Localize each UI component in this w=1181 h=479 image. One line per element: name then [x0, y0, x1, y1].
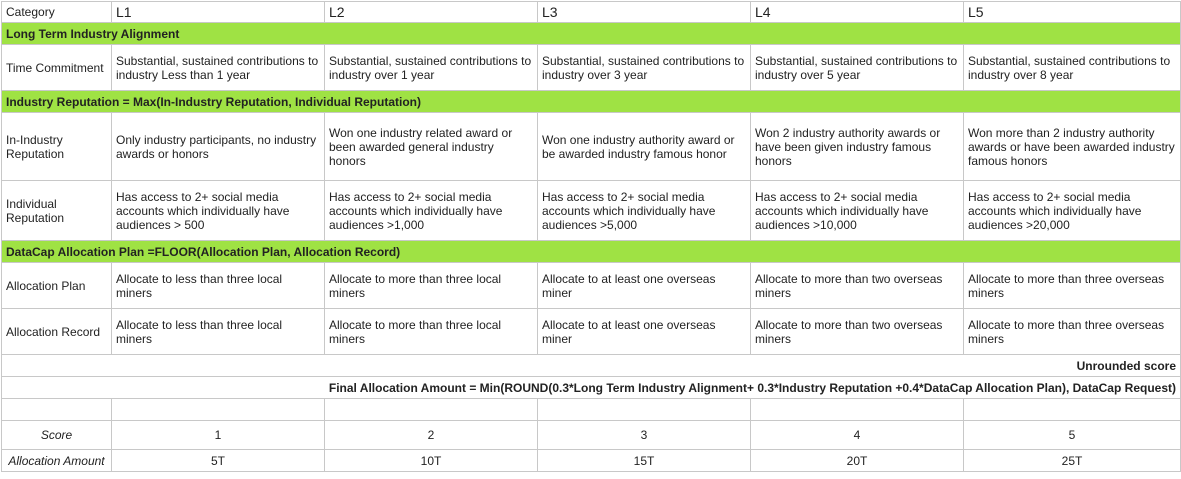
table-cell: Substantial, sustained contributions to industry over 8 year [964, 45, 1181, 91]
allocation-amount-label: Allocation Amount [2, 450, 112, 472]
level-header-l1: L1 [112, 2, 325, 23]
table-cell: Substantial, sustained contributions to industry over 1 year [325, 45, 538, 91]
table-row [2, 309, 1181, 355]
row-label: Individual Reputation [2, 181, 112, 241]
table-cell: Allocate to more than two overseas miners [751, 263, 964, 309]
section-header [2, 91, 1181, 113]
unrounded-row [2, 355, 1181, 377]
row-label: In-Industry Reputation [2, 113, 112, 181]
table-row [2, 181, 1181, 241]
level-header-l3: L3 [538, 2, 751, 23]
table-cell: Allocate to more than three local miners [325, 309, 538, 355]
score-value: 2 [325, 421, 538, 450]
table-cell: Allocate to more than three overseas miners [964, 309, 1181, 355]
unrounded-score-label: Unrounded score [2, 355, 1181, 377]
allocation-amount-value: 20T [751, 450, 964, 472]
blank-cell [751, 399, 964, 421]
table-row [2, 45, 1181, 91]
table-cell: Allocate to less than three local miners [112, 309, 325, 355]
section-title-reputation: Industry Reputation = Max(In-Industry Reputation, Individual Reputation) [2, 91, 1181, 113]
blank-cell [964, 399, 1181, 421]
blank-cell [2, 399, 112, 421]
section-header [2, 23, 1181, 45]
blank-cell [325, 399, 538, 421]
table-cell: Has access to 2+ social media accounts which individually have audiences > 500 [112, 181, 325, 241]
allocation-amount-value: 25T [964, 450, 1181, 472]
header-row [2, 2, 1181, 23]
blank-cell [112, 399, 325, 421]
row-label: Time Commitment [2, 45, 112, 91]
table-cell: Allocate to at least one overseas miner [538, 309, 751, 355]
table-cell: Won one industry related award or been awarded general industry honors [325, 113, 538, 181]
table-cell: Won one industry authority award or be awarded industry famous honor [538, 113, 751, 181]
section-title-datacap: DataCap Allocation Plan =FLOOR(Allocation Plan, Allocation Record) [2, 241, 1181, 263]
table-cell: Allocate to more than three overseas miners [964, 263, 1181, 309]
allocation-amount-value: 10T [325, 450, 538, 472]
table-cell: Substantial, sustained contributions to industry over 5 year [751, 45, 964, 91]
score-label: Score [2, 421, 112, 450]
table-cell: Has access to 2+ social media accounts which individually have audiences >5,000 [538, 181, 751, 241]
level-header-l5: L5 [964, 2, 1181, 23]
table-row [2, 113, 1181, 181]
table-cell: Substantial, sustained contributions to industry Less than 1 year [112, 45, 325, 91]
section-title-alignment: Long Term Industry Alignment [2, 23, 1181, 45]
table-cell: Allocate to at least one overseas miner [538, 263, 751, 309]
allocation-amount-value: 15T [538, 450, 751, 472]
table-cell: Allocate to more than two overseas miners [751, 309, 964, 355]
score-value: 4 [751, 421, 964, 450]
score-value: 1 [112, 421, 325, 450]
score-value: 5 [964, 421, 1181, 450]
table-cell: Has access to 2+ social media accounts which individually have audiences >20,000 [964, 181, 1181, 241]
section-header [2, 241, 1181, 263]
blank-row [2, 399, 1181, 421]
table-cell: Only industry participants, no industry awards or honors [112, 113, 325, 181]
table-cell: Has access to 2+ social media accounts which individually have audiences >10,000 [751, 181, 964, 241]
score-row [2, 421, 1181, 450]
table-cell: Allocate to less than three local miners [112, 263, 325, 309]
blank-cell [538, 399, 751, 421]
table-cell: Won 2 industry authority awards or have been given industry famous honors [751, 113, 964, 181]
allocation-criteria-table [1, 1, 1181, 472]
table-cell: Has access to 2+ social media accounts which individually have audiences >1,000 [325, 181, 538, 241]
category-header: Category [2, 2, 112, 23]
row-label: Allocation Plan [2, 263, 112, 309]
formula-row [2, 377, 1181, 399]
score-value: 3 [538, 421, 751, 450]
level-header-l2: L2 [325, 2, 538, 23]
allocation-amount-row [2, 450, 1181, 472]
row-label: Allocation Record [2, 309, 112, 355]
table-cell: Allocate to more than three local miners [325, 263, 538, 309]
table-cell: Substantial, sustained contributions to industry over 3 year [538, 45, 751, 91]
table-cell: Won more than 2 industry authority awards or have been awarded industry famous honors [964, 113, 1181, 181]
level-header-l4: L4 [751, 2, 964, 23]
table-row [2, 263, 1181, 309]
allocation-amount-value: 5T [112, 450, 325, 472]
final-allocation-formula: Final Allocation Amount = Min(ROUND(0.3*Long Term Industry Alignment+ 0.3*Industry Reputation +0.4*DataCap Allocation Plan), DataCap Request) [2, 377, 1181, 399]
